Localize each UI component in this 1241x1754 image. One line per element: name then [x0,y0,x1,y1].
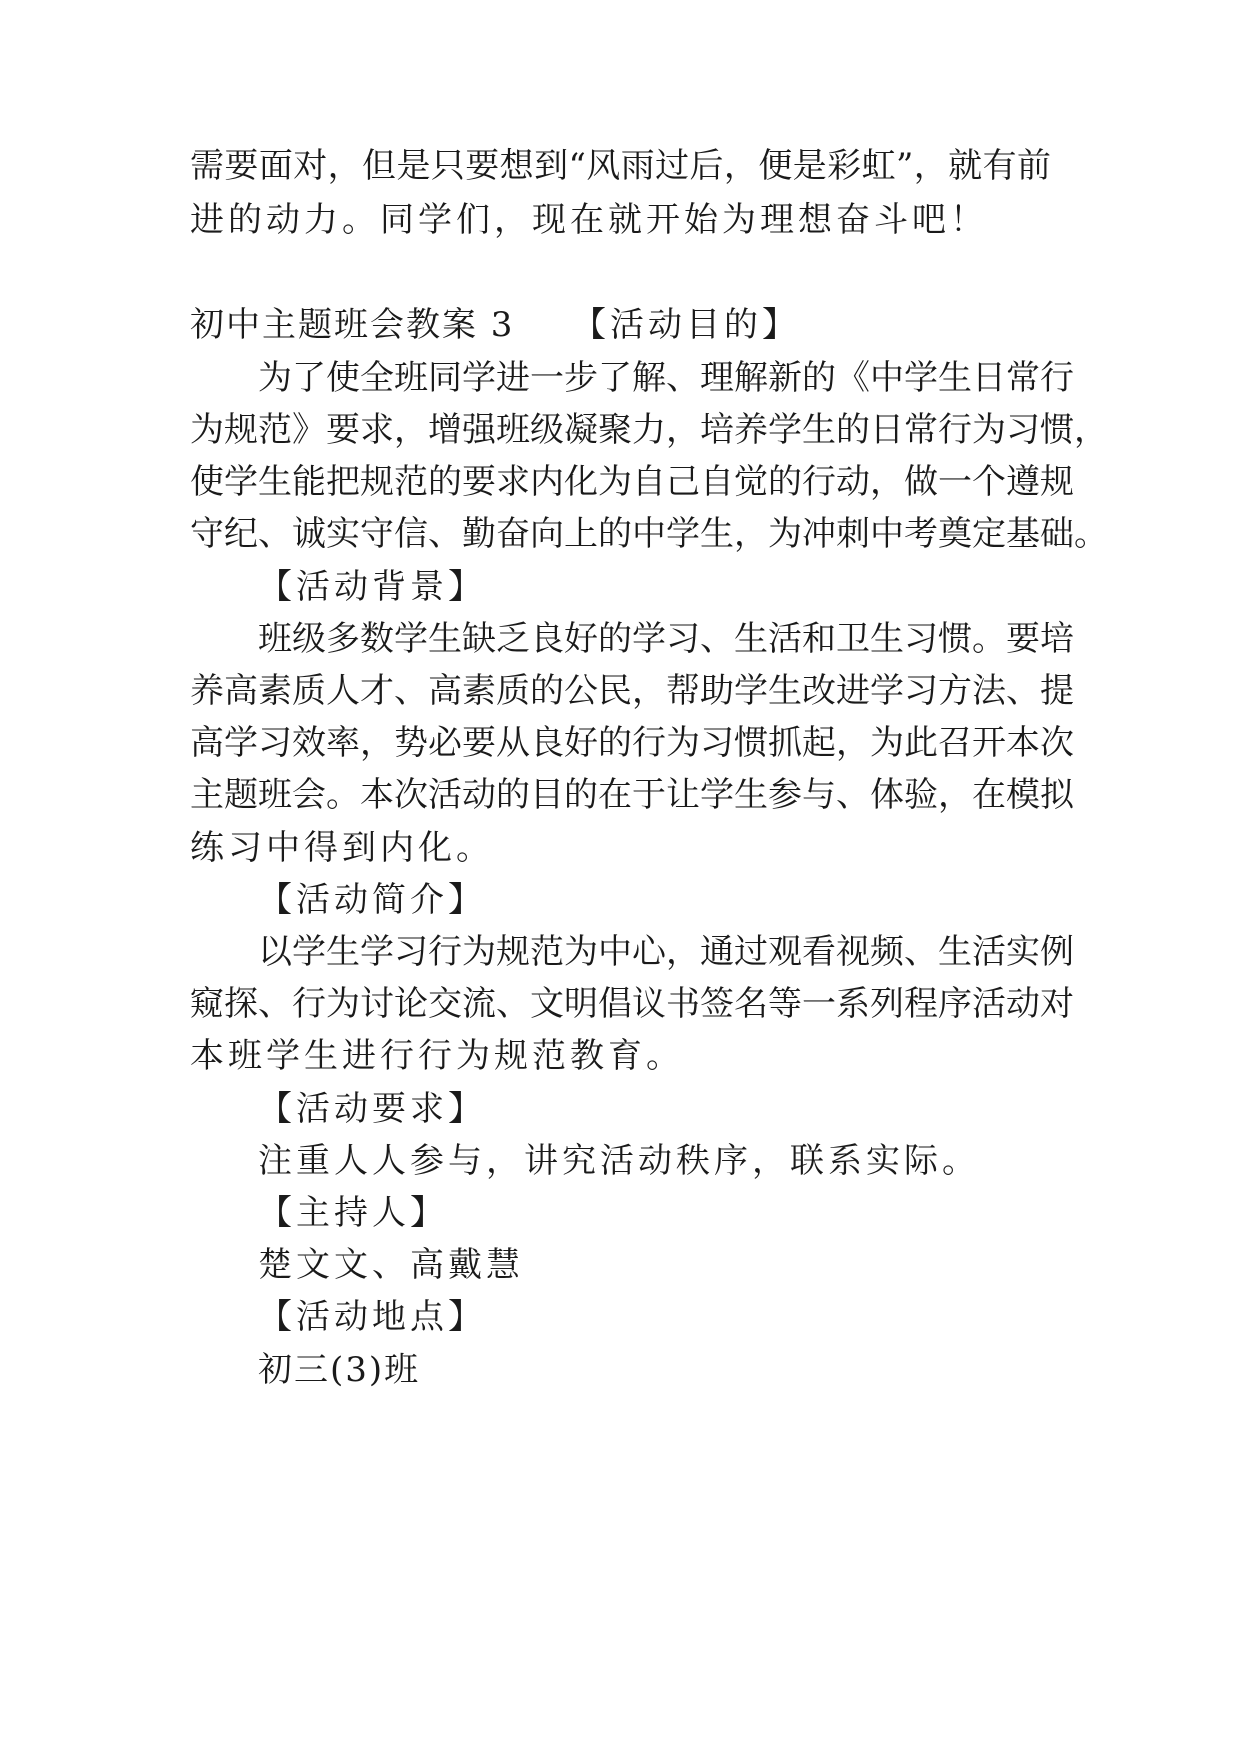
paragraph-line: 窥探、行为讨论交流、文明倡议书签名等一系列程序活动对 [190,984,1074,1024]
intro-heading: 【活动简介】 [258,880,486,920]
paragraph-line: 养高素质人才、高素质的公民，帮助学生改进学习方法、提 [190,671,1074,711]
host-heading: 【主持人】 [258,1193,448,1233]
paragraph-line: 班级多数学生缺乏良好的学习、生活和卫生习惯。要培 [258,619,1074,659]
location-text: 初三(3)班 [258,1350,421,1390]
paragraph-line: 主题班会。本次活动的目的在于让学生参与、体验，在模拟 [190,775,1074,815]
requirements-text: 注重人人参与，讲究活动秩序，联系实际。 [258,1141,980,1181]
location-heading: 【活动地点】 [258,1297,486,1337]
paragraph-line: 以学生学习行为规范为中心，通过观看视频、生活实例 [258,932,1074,972]
paragraph-line: 需要面对，但是只要想到“风雨过后，便是彩虹”，就有前 [190,146,1051,186]
requirements-heading: 【活动要求】 [258,1089,486,1129]
paragraph-line: 守纪、诚实守信、勤奋向上的中学生，为冲刺中考奠定基础。 [190,514,1108,554]
purpose-heading: 【活动目的】 [572,305,800,345]
paragraph-line: 进的动力。同学们，现在就开始为理想奋斗吧！ [190,200,988,240]
paragraph-line: 高学习效率，势必要从良好的行为习惯抓起，为此召开本次 [190,723,1074,763]
paragraph-line: 为规范》要求，增强班级凝聚力，培养学生的日常行为习惯， [190,410,1108,450]
paragraph-line: 使学生能把规范的要求内化为自己自觉的行动，做一个遵规 [190,462,1074,502]
document-page [190,0,1108,1754]
section-title: 初中主题班会教案 3 [190,305,515,345]
paragraph-line: 本班学生进行行为规范教育。 [190,1036,684,1076]
paragraph-line: 练习中得到内化。 [190,828,494,868]
background-heading: 【活动背景】 [258,567,486,607]
host-text: 楚文文、高戴慧 [258,1245,524,1285]
paragraph-line: 为了使全班同学进一步了解、理解新的《中学生日常行 [258,358,1074,398]
